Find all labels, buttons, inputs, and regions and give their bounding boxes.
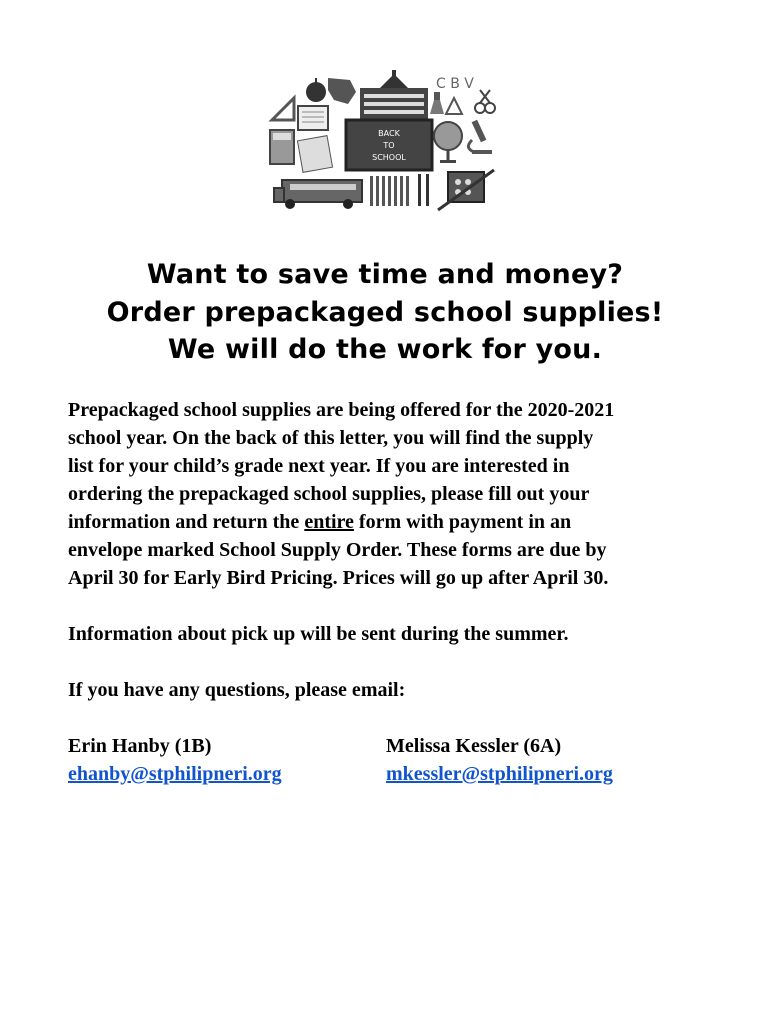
text-fragment: form with payment in an [353, 511, 572, 533]
email-link[interactable]: mkessler@stphilipneri.org [386, 763, 613, 785]
paragraph-line: envelope marked School Supply Order. These forms are due by [68, 539, 607, 561]
headline-line-2: Order prepackaged school supplies! [106, 296, 664, 328]
intro-paragraph [68, 396, 708, 592]
headline-line-3: We will do the work for you. [167, 334, 603, 365]
text-fragment: information and return the [68, 511, 305, 533]
calculator-icon [270, 130, 294, 164]
headline [0, 256, 770, 369]
school-bus-icon [274, 180, 362, 209]
triangle-ruler-icon [272, 98, 294, 120]
pickup-info: Information about pick up will be sent during the summer. [68, 623, 569, 645]
paragraph-line: April 30 for Early Bird Pricing. Prices will go up after April 30. [68, 567, 609, 589]
school-building-icon [360, 70, 428, 122]
paragraph-line: Prepackaged school supplies are being offered for the 2020-2021 [68, 399, 615, 421]
contact-name: Erin Hanby (1B) [68, 735, 212, 757]
apple-icon [306, 82, 326, 102]
globe-icon [434, 122, 462, 163]
paragraph-line: school year. On the back of this letter, you will find the supply [68, 427, 594, 449]
paragraph-line: ordering the prepackaged school supplies, please fill out your [68, 483, 590, 505]
contact-erin-hanby [68, 732, 282, 788]
paint-palette-icon [438, 170, 494, 210]
paper-icon [297, 136, 332, 173]
svg-text:BACK: BACK [378, 129, 400, 138]
back-to-school-clipart [268, 70, 500, 220]
flask-icon [430, 92, 462, 114]
svg-text:TO: TO [383, 141, 395, 150]
notebook-icon [298, 106, 328, 130]
pens-icon [418, 174, 429, 206]
abc-letters: C B V [436, 76, 474, 92]
scissors-icon [475, 90, 495, 113]
emphasis-entire: entire [304, 511, 354, 533]
contact-melissa-kessler [386, 732, 613, 788]
pencils-icon [370, 176, 409, 206]
questions-prompt: If you have any questions, please email: [68, 679, 406, 701]
microscope-icon [468, 120, 492, 154]
svg-text:SCHOOL: SCHOOL [372, 153, 406, 162]
paragraph-line [68, 508, 708, 536]
email-link[interactable]: ehanby@stphilipneri.org [68, 763, 282, 785]
headline-line-1: Want to save time and money? [146, 259, 624, 290]
contact-name: Melissa Kessler (6A) [386, 735, 562, 757]
chalkboard-icon [346, 120, 432, 170]
map-icon [328, 78, 356, 104]
paragraph-line: list for your child’s grade next year. If you are interested in [68, 455, 570, 477]
